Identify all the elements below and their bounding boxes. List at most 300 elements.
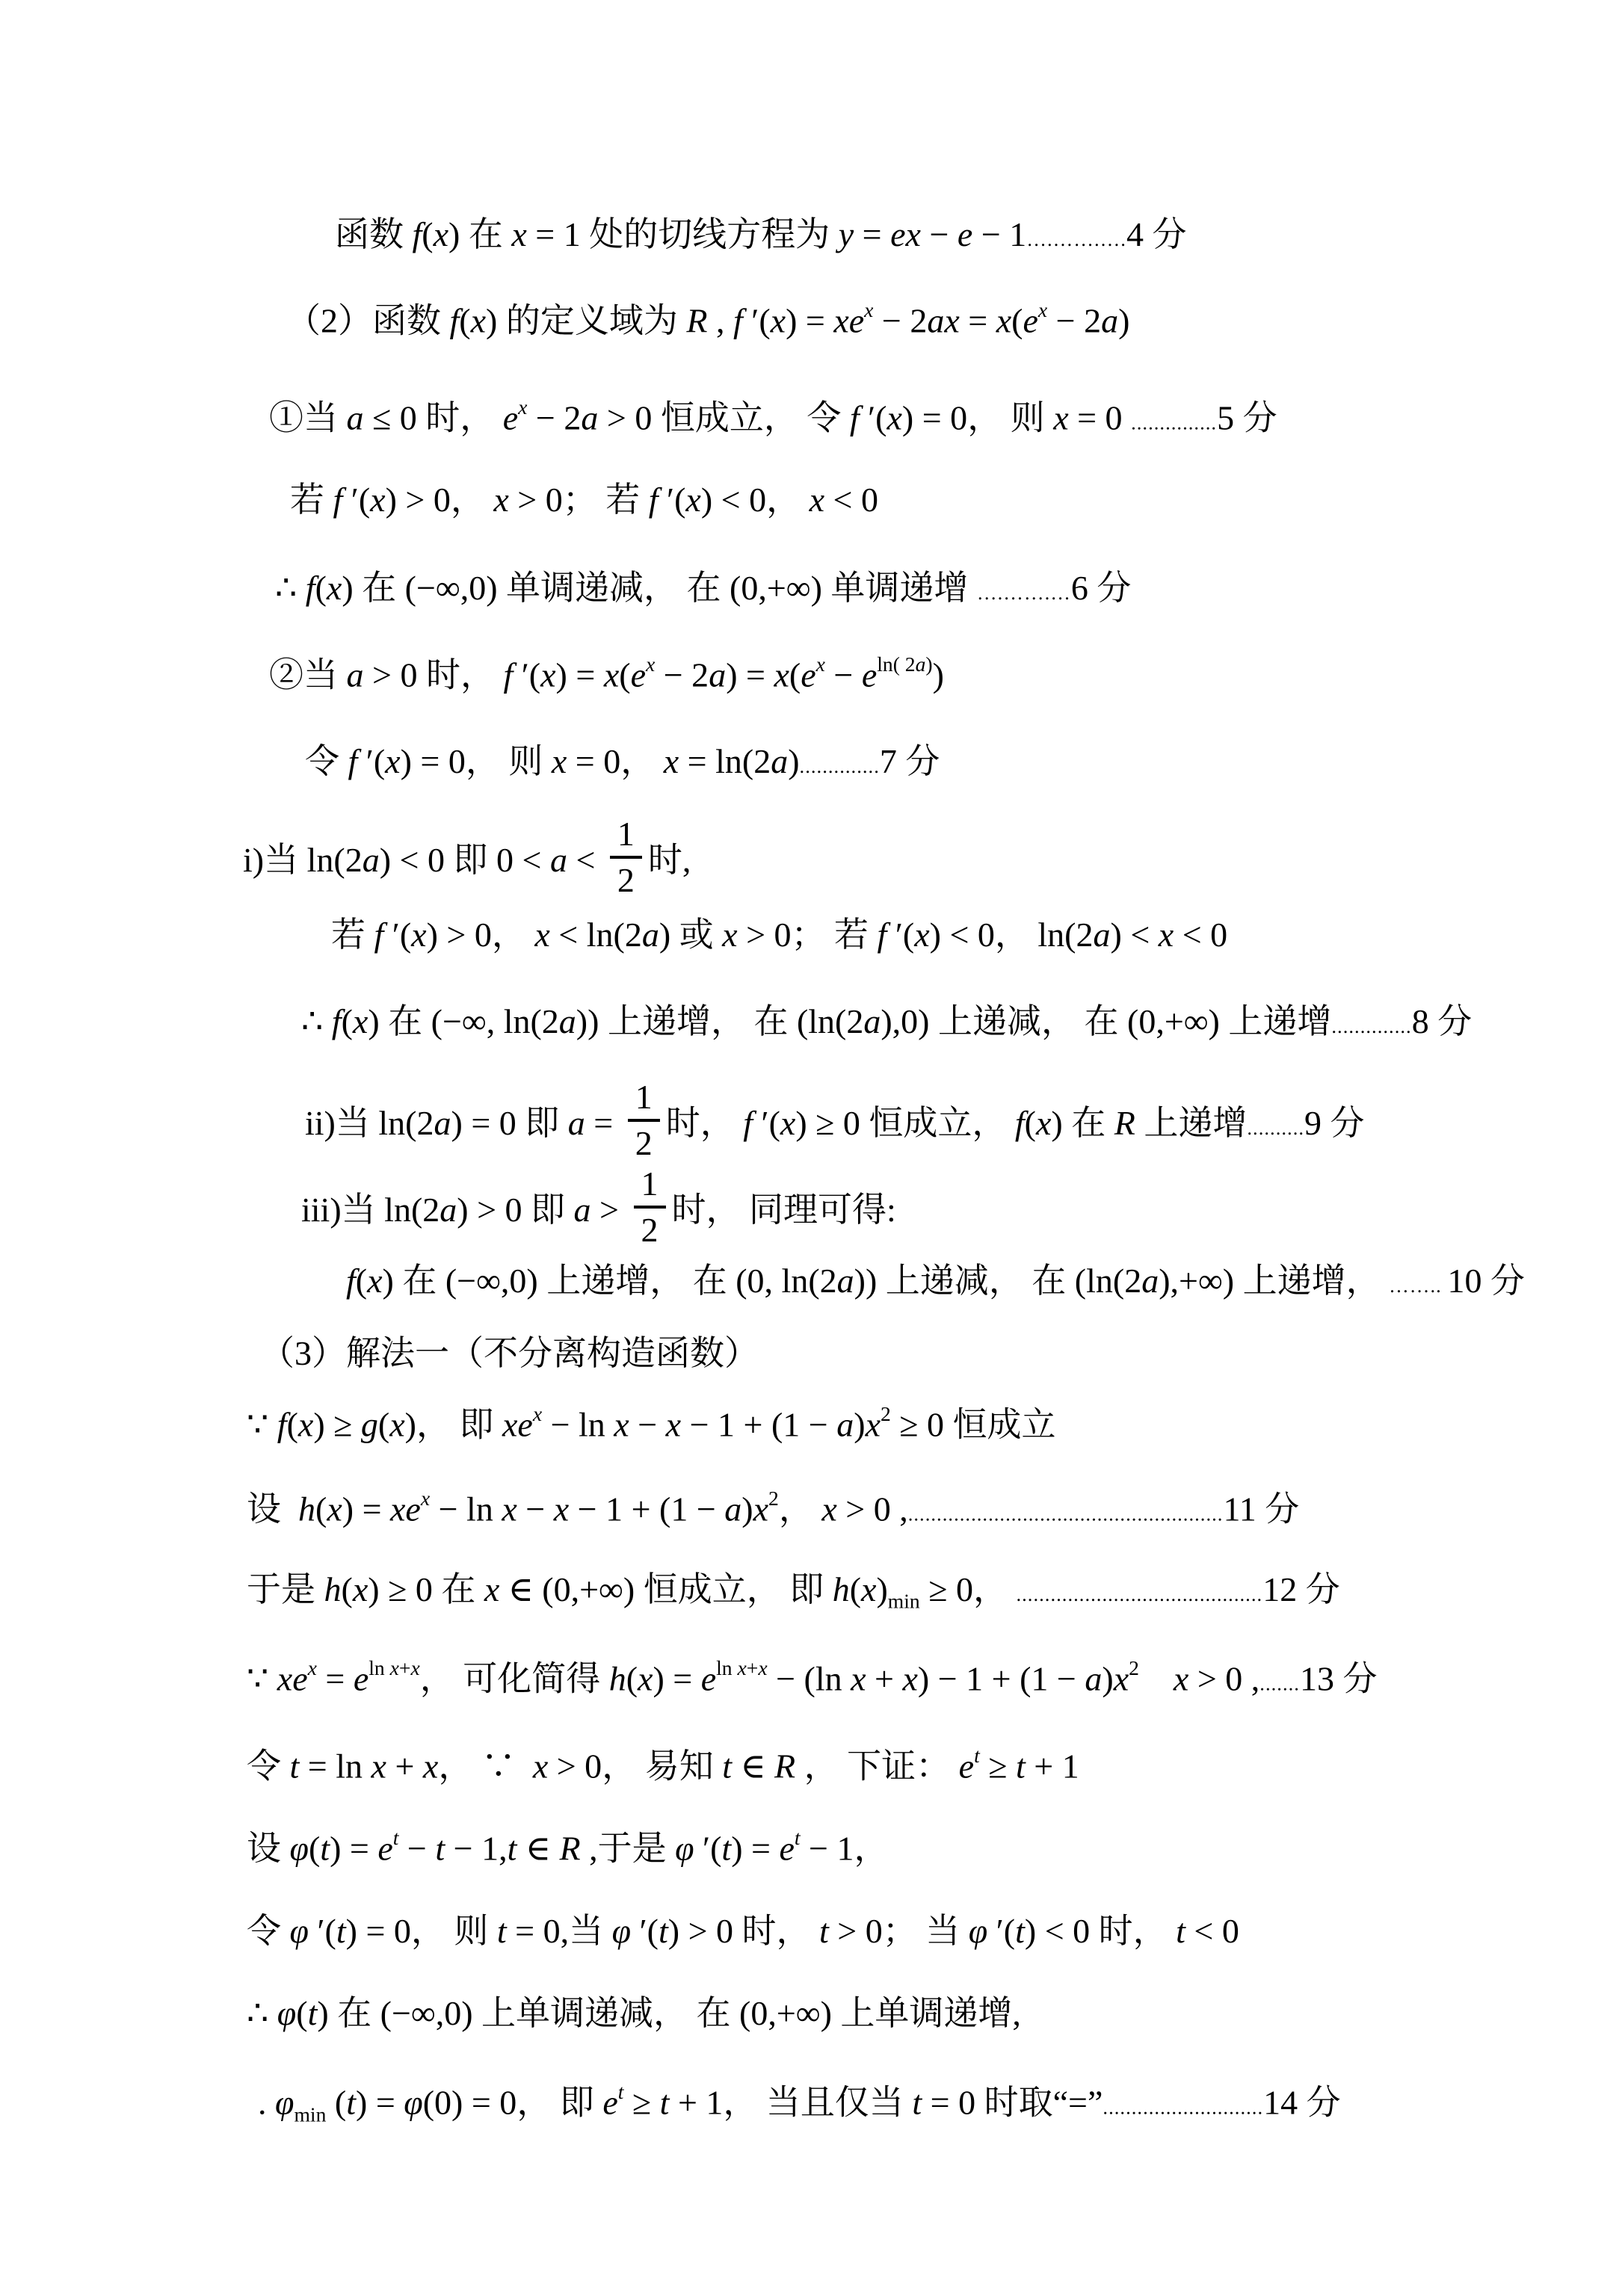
math-run: ln(2 <box>1037 916 1094 954</box>
fraction <box>628 1079 660 1162</box>
math-run: ′( <box>342 481 371 519</box>
solution-line-6 <box>269 652 944 697</box>
math-variable: x <box>809 481 825 519</box>
text-run: 14 分 <box>1263 2083 1341 2122</box>
math-variable: x <box>758 1656 768 1679</box>
math-run: ( <box>626 1659 638 1698</box>
math-run: ) <box>1102 1659 1114 1698</box>
math-run: < 0 <box>824 481 878 519</box>
math-run: ∴ <box>275 569 306 607</box>
math-run: ( <box>849 1570 862 1608</box>
math-variable: x <box>411 916 427 954</box>
math-run: ii) <box>305 1103 336 1142</box>
solution-line-20 <box>247 1825 889 1870</box>
math-variable: x <box>410 1656 420 1679</box>
math-run: − ln <box>542 1405 614 1444</box>
solution-line-11 <box>305 1078 1365 1168</box>
superscript <box>1038 298 1047 321</box>
math-run: ′( <box>742 301 771 340</box>
math-run: − 2 <box>873 301 928 340</box>
math-run: ) − 1 + (1 − <box>917 1659 1085 1698</box>
math-variable: R <box>1114 1103 1135 1142</box>
superscript <box>533 1402 542 1425</box>
text-run: 令 <box>247 1747 290 1786</box>
math-run: min <box>294 2102 327 2126</box>
text-run: 当 <box>341 1190 385 1229</box>
text-run: ， <box>994 916 1038 954</box>
math-run: − 2 <box>655 655 709 694</box>
superscript <box>974 1744 980 1767</box>
math-run: ∴ <box>301 1002 332 1040</box>
math-variable: a <box>724 1490 742 1528</box>
math-run: > 0 <box>548 1747 602 1786</box>
math-variable: x <box>753 1490 769 1528</box>
math-run: ) ≥ 0 <box>368 1570 442 1608</box>
math-run: 0 < <box>496 840 550 879</box>
math-variable: t <box>974 1744 980 1767</box>
text-run: ， <box>450 481 494 519</box>
math-variable: h <box>324 1570 342 1608</box>
text-run: 上单调递增, <box>840 1994 1021 2032</box>
math-run: ln( 2 <box>877 652 916 676</box>
math-variable: e <box>377 1829 393 1868</box>
math-run: ( <box>377 1405 390 1444</box>
text-run: 时， <box>665 1103 744 1142</box>
math-variable: f <box>305 569 315 607</box>
text-run: 12 分 <box>1262 1570 1340 1608</box>
math-run: ∵ <box>247 1405 277 1444</box>
math-variable: t <box>1176 1912 1185 1950</box>
text-run: 在 <box>1071 1103 1114 1142</box>
text-run: ， <box>620 742 664 780</box>
solution-line-14 <box>260 1332 759 1375</box>
math-variable: x <box>722 916 738 954</box>
text-run: ， 则 <box>465 742 552 780</box>
math-variable: x <box>420 1487 431 1510</box>
math-run: − 1 <box>972 215 1027 253</box>
math-variable: t <box>289 1747 300 1786</box>
math-run: = ln(2 <box>679 742 771 780</box>
math-run: = <box>585 1103 622 1142</box>
math-run: − <box>824 655 862 694</box>
math-run: ) < 0 <box>379 840 454 879</box>
math-run: 2 <box>768 1487 779 1510</box>
math-run: ( <box>341 1570 353 1608</box>
math-variable: x <box>638 1659 653 1698</box>
math-variable: x <box>780 1103 796 1142</box>
math-run: (0,+∞) <box>730 569 831 607</box>
math-variable: f <box>648 481 659 519</box>
text-run: ； 当 <box>882 1912 969 1950</box>
solution-line-9 <box>331 913 1227 957</box>
text-run: ， <box>491 916 535 954</box>
text-run: 在 <box>441 1570 484 1608</box>
math-variable: x <box>540 655 556 694</box>
math-variable: x <box>851 1659 866 1698</box>
math-variable: t <box>794 1826 801 1849</box>
math-variable: φ <box>289 1912 309 1950</box>
math-run: = 1 <box>526 215 590 253</box>
math-run: ),+∞) <box>1159 1262 1243 1300</box>
math-run: ( <box>286 1405 298 1444</box>
math-variable: f <box>346 1262 356 1300</box>
math-variable: t <box>819 1912 829 1950</box>
math-variable: xe <box>502 1405 533 1444</box>
text-run: ， 即 <box>516 2083 603 2122</box>
math-run: ′( <box>859 398 887 437</box>
math-variable: x <box>532 1402 543 1425</box>
math-variable: x <box>553 1490 570 1528</box>
math-variable: x <box>389 1656 399 1679</box>
math-run: − <box>516 1490 554 1528</box>
math-run: ) = 0 <box>400 742 466 780</box>
math-variable: t <box>912 2083 922 2122</box>
math-variable: e <box>630 655 646 694</box>
text-run: 恒成立， <box>869 1103 1015 1142</box>
text-run: 即 <box>525 1103 568 1142</box>
solution-line-12 <box>301 1164 896 1255</box>
text-run: 当 <box>335 1103 379 1142</box>
math-variable: a <box>346 655 364 694</box>
math-variable: x <box>663 742 679 780</box>
math-variable: h <box>832 1570 850 1608</box>
math-run: 2 <box>881 1402 891 1425</box>
math-variable: t <box>1015 1747 1026 1786</box>
math-variable: x <box>1037 298 1048 321</box>
math-variable: a <box>1093 916 1111 954</box>
text-run: 7 分 <box>879 742 940 780</box>
math-run: ) = 0 <box>901 398 968 437</box>
math-run: > 0 <box>737 916 792 954</box>
math-run: − 2 <box>527 398 582 437</box>
math-run: , <box>580 1829 598 1868</box>
math-variable: x <box>737 1656 747 1679</box>
text-run: ； 若 <box>791 916 878 954</box>
text-run: 时, <box>647 840 691 879</box>
text-run: 9 分 <box>1304 1103 1365 1142</box>
math-variable: x <box>821 1490 837 1528</box>
math-variable: a <box>1085 1659 1103 1698</box>
math-variable: x <box>551 742 567 780</box>
subscript <box>888 1590 920 1613</box>
text-run: 单调递增 <box>830 569 977 607</box>
math-run: ′( <box>694 1829 722 1868</box>
math-run: (−∞,0) <box>445 1262 547 1300</box>
math-variable: x <box>996 301 1012 340</box>
math-run: ) = <box>356 2083 404 2122</box>
math-variable: x <box>518 395 528 419</box>
math-variable: x <box>385 742 401 780</box>
math-run: ) <box>404 1405 416 1444</box>
math-run: (−∞, ln(2 <box>431 1002 559 1040</box>
math-run: + <box>866 1659 903 1698</box>
math-run <box>1139 1660 1174 1698</box>
math-variable: e <box>779 1829 795 1868</box>
math-run: − 2 <box>1047 301 1102 340</box>
math-variable: x <box>422 1747 439 1786</box>
math-variable: x <box>1036 1103 1052 1142</box>
superscript <box>795 1826 801 1849</box>
math-variable: x <box>511 215 527 253</box>
math-variable: xe <box>277 1659 308 1698</box>
math-run: > 0 <box>828 1912 883 1950</box>
math-run: (ln(2 <box>796 1002 864 1040</box>
text-run: 令 <box>247 1912 290 1950</box>
math-run: ) <box>448 215 469 253</box>
math-variable: x <box>352 1570 369 1608</box>
dot-leader: .............. <box>799 755 880 777</box>
math-variable: a <box>836 1262 854 1300</box>
math-run: (0,+∞) <box>1127 1002 1229 1040</box>
text-run: 上递减， 在 <box>885 1262 1075 1300</box>
math-run: ln(2 <box>384 1190 440 1229</box>
text-run: 上递增， <box>1242 1262 1390 1300</box>
math-run: ( <box>341 1002 353 1040</box>
math-run: > 0 <box>598 398 661 437</box>
math-variable: φ <box>275 2083 295 2122</box>
math-run: − 1, <box>445 1829 508 1868</box>
math-variable: x <box>886 398 902 437</box>
math-variable: t <box>435 1829 445 1868</box>
superscript <box>308 1656 317 1679</box>
math-variable: x <box>389 1405 405 1444</box>
text-run: ②当 <box>269 655 347 694</box>
text-run: ， 下证： <box>795 1747 959 1786</box>
text-run: 恒成立， 即 <box>643 1570 833 1608</box>
math-variable: t <box>722 1747 732 1786</box>
text-run: 11 分 <box>1223 1490 1300 1528</box>
math-variable: a <box>915 652 926 676</box>
text-run: ， <box>438 1747 481 1786</box>
fraction-denominator: 2 <box>641 1211 659 1250</box>
dot-leader: ....... <box>1259 1672 1300 1695</box>
math-run: + 1 <box>669 2083 724 2122</box>
math-variable: x <box>326 569 342 607</box>
math-variable: a <box>1141 1262 1159 1300</box>
math-run: + 1 <box>1025 1747 1079 1786</box>
math-variable: t <box>320 1829 330 1868</box>
math-run: < <box>567 840 604 879</box>
superscript <box>768 1487 779 1510</box>
math-run: ( <box>459 301 471 340</box>
math-run: ) = <box>653 1659 701 1698</box>
math-variable: x <box>327 1490 342 1528</box>
math-variable: h <box>298 1490 315 1528</box>
text-run: 在 <box>468 215 512 253</box>
math-variable: h <box>608 1659 626 1698</box>
math-run: ) <box>788 742 800 780</box>
solution-line-22 <box>247 1992 1021 2035</box>
math-variable: x <box>864 298 874 321</box>
math-variable: f <box>743 1103 753 1142</box>
math-run: ln(2 <box>306 840 363 879</box>
math-run: ) = 0 <box>345 1912 411 1950</box>
solution-line-15 <box>247 1401 1056 1446</box>
math-variable: t <box>617 2080 624 2103</box>
math-variable: a <box>863 1002 881 1040</box>
math-variable: t <box>658 1912 668 1950</box>
text-run: ； 若 <box>562 481 649 519</box>
math-variable: x <box>665 1405 682 1444</box>
text-run: 处的切线方程为 <box>589 215 839 253</box>
subscript <box>294 2102 326 2126</box>
math-run: ) < 0 <box>1024 1912 1099 1950</box>
text-run: 恒成立 <box>952 1405 1056 1444</box>
math-run: > 0 , <box>1188 1659 1260 1698</box>
math-variable: φ <box>404 2083 423 2122</box>
math-run: ( <box>789 655 801 694</box>
text-run: 即 <box>453 840 496 879</box>
text-run: （3）解法一（不分离构造函数） <box>260 1334 759 1372</box>
math-variable: x <box>352 1002 369 1040</box>
text-run: 若 <box>331 916 374 954</box>
math-run: (ln(2 <box>1074 1262 1142 1300</box>
math-run: = ln <box>299 1747 371 1786</box>
math-run: = 0 <box>567 742 621 780</box>
math-variable: f <box>348 742 358 780</box>
math-run: − ln <box>430 1490 502 1528</box>
solution-line-2 <box>286 297 1129 342</box>
text-run: 于是 <box>247 1570 324 1608</box>
math-variable: t <box>721 1829 732 1868</box>
text-run: 6 分 <box>1070 569 1132 607</box>
text-run: 单调递减， 在 <box>506 569 730 607</box>
math-variable: a <box>573 1190 591 1229</box>
math-variable: e <box>700 1659 717 1698</box>
math-run: ) <box>382 1262 403 1300</box>
superscript <box>646 652 655 676</box>
math-run: ∵ <box>247 1659 277 1698</box>
text-run: 即 <box>531 1190 574 1229</box>
text-run: 时， <box>425 398 503 437</box>
fraction-denominator: 2 <box>635 1124 653 1163</box>
superscript <box>881 1402 891 1425</box>
text-run: 上递增， 在 <box>607 1002 797 1040</box>
math-variable: x <box>470 301 487 340</box>
math-variable: x <box>614 1405 629 1444</box>
math-run: ′( <box>308 1912 336 1950</box>
dot-leader: …….. <box>1389 1274 1448 1297</box>
solution-line-23 <box>258 2079 1341 2128</box>
solution-line-13 <box>346 1259 1525 1303</box>
math-run: ∈ <box>731 1747 775 1786</box>
text-run: ， <box>972 1570 1017 1608</box>
math-run: ( <box>326 2083 347 2122</box>
text-run: 上递增 <box>1228 1002 1332 1040</box>
math-variable: a <box>641 916 659 954</box>
math-variable: y <box>838 215 854 253</box>
math-variable: f <box>733 301 743 340</box>
math-variable: a <box>558 1002 576 1040</box>
math-run: ) > 0 <box>667 1912 742 1950</box>
dot-leader: ............... <box>1131 411 1218 434</box>
text-run: ， 可化简得 <box>419 1659 609 1698</box>
math-variable: x <box>367 1262 383 1300</box>
math-run: iii) <box>301 1190 342 1229</box>
text-run: 设 <box>247 1829 290 1868</box>
math-variable: x <box>371 1747 386 1786</box>
math-variable: e <box>602 2083 618 2122</box>
text-run: 13 分 <box>1299 1659 1378 1698</box>
math-run: ln <box>716 1656 738 1679</box>
math-variable: x <box>685 481 701 519</box>
superscript <box>816 652 825 676</box>
math-run: ) ≥ <box>313 1405 361 1444</box>
superscript <box>421 1487 430 1510</box>
dot-leader: ….…….… <box>976 581 1071 604</box>
superscript <box>877 652 932 676</box>
math-variable: e <box>957 215 973 253</box>
math-variable: x <box>603 655 620 694</box>
math-run: ) < 0 <box>700 481 767 519</box>
math-run: ) < 0 <box>929 916 995 954</box>
solution-line-21 <box>247 1910 1239 1953</box>
math-run: ′( <box>631 1912 659 1950</box>
math-variable: x <box>493 481 509 519</box>
math-run: − <box>629 1405 666 1444</box>
math-run: = <box>959 301 996 340</box>
math-run: i) <box>243 840 265 879</box>
math-run: ∈ <box>516 1829 560 1868</box>
math-variable: t <box>496 1912 507 1950</box>
math-run: ( <box>308 1829 321 1868</box>
math-run: ) <box>1051 1103 1072 1142</box>
math-run: < ln(2 <box>549 916 642 954</box>
solution-line-10 <box>301 1000 1472 1043</box>
math-run: )) <box>576 1002 608 1040</box>
text-run: 时取“=” <box>984 2083 1103 2122</box>
math-variable: x <box>774 655 789 694</box>
math-run: ln <box>369 1656 390 1679</box>
text-run: 8 分 <box>1411 1002 1473 1040</box>
math-variable: f <box>449 301 460 340</box>
math-run: = <box>316 1659 354 1698</box>
math-variable: a <box>836 1405 854 1444</box>
math-run: > <box>590 1190 628 1229</box>
math-run: ( <box>296 1994 308 2032</box>
math-run: ) > 0 <box>457 1190 531 1229</box>
math-run: − <box>920 215 958 253</box>
text-run: 在 <box>402 1262 445 1300</box>
math-run: − 1 <box>800 1829 854 1868</box>
text-run: 设 <box>247 1490 298 1528</box>
math-run: ) <box>317 1994 338 2032</box>
math-run: ) <box>925 652 933 676</box>
math-run: ) <box>1118 301 1130 340</box>
math-run: < 0 <box>1174 916 1228 954</box>
dot-leader: ............................ <box>1103 2096 1264 2119</box>
math-variable: φ <box>289 1829 309 1868</box>
math-run: ) <box>741 1490 753 1528</box>
math-run: ) = <box>330 1829 378 1868</box>
math-run: , <box>707 301 733 340</box>
text-run: （2）函数 <box>286 301 450 340</box>
math-run: ′( <box>753 1103 780 1142</box>
text-run: 若 <box>290 481 333 519</box>
math-run: − 1 + (1 − <box>569 1490 725 1528</box>
math-run: ( <box>619 655 631 694</box>
math-run: ) <box>486 301 506 340</box>
math-variable: t <box>307 1994 318 2032</box>
math-variable: a <box>567 1103 585 1142</box>
math-variable: a <box>362 840 380 879</box>
text-run: 当 <box>569 1912 612 1950</box>
math-variable: t <box>659 2083 670 2122</box>
math-run: = 0 <box>1068 398 1132 437</box>
math-variable: a <box>440 1190 457 1229</box>
text-run: 恒成立， 令 <box>660 398 850 437</box>
math-variable: φ <box>968 1912 988 1950</box>
